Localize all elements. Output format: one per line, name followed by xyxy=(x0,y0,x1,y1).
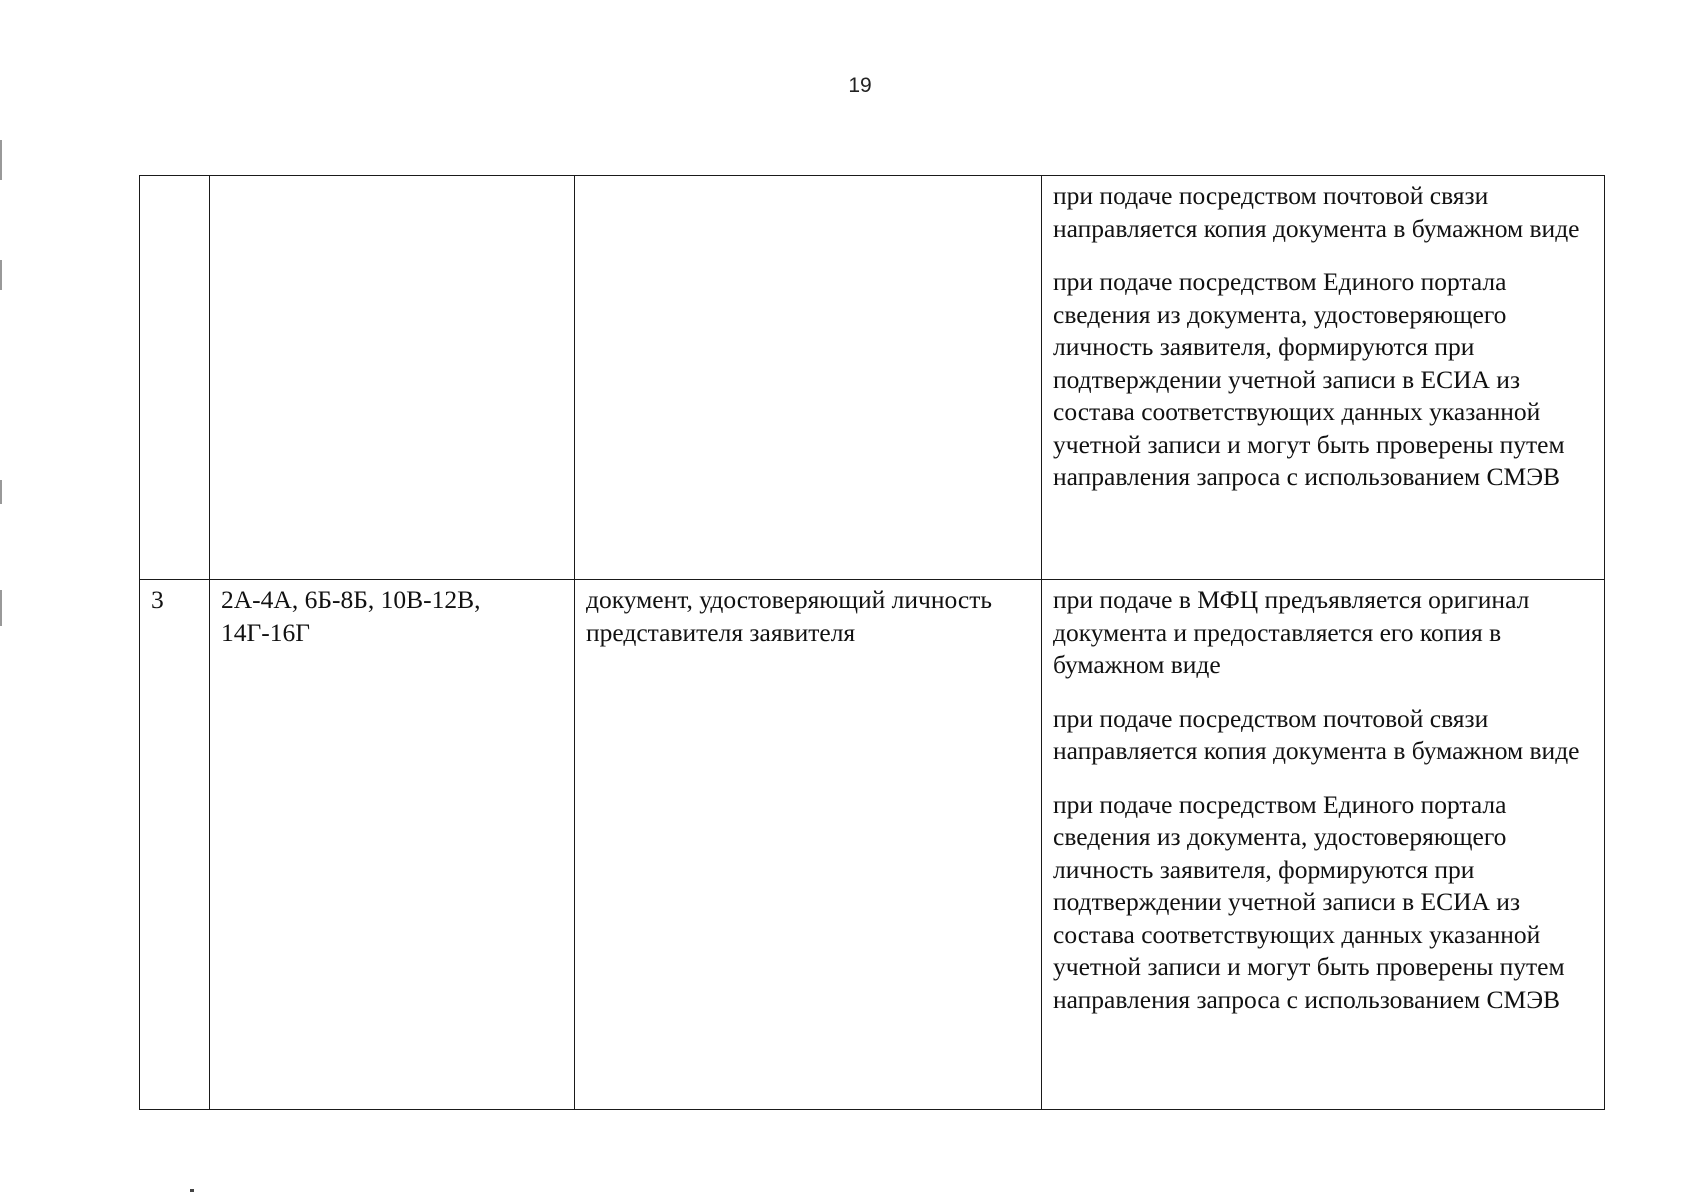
scan-tick xyxy=(190,1189,194,1192)
row-number-cell xyxy=(140,176,210,580)
submission-methods-cell xyxy=(1042,580,1605,1110)
document-name-cell: документ, удостоверяющий личность представителя заявителя xyxy=(575,580,1042,1110)
submission-method-text: при подаче посредством почтовой связи направляется копия документа в бумажном виде xyxy=(1053,703,1580,765)
table-row xyxy=(140,580,1605,1110)
document-name-cell xyxy=(575,176,1042,580)
scan-mark xyxy=(0,140,2,180)
page-number: 19 xyxy=(848,74,872,97)
submission-method-text: при подаче посредством Единого портала сведения из документа, удостоверяющего личность заявителя, формируются при подтверждении учетной записи в ЕСИА из состава соответствующих данных указанной учетной записи и могут быть проверены путем направления запроса с использованием СМЭВ xyxy=(1053,789,1565,1014)
submission-methods-cell xyxy=(1042,176,1605,580)
row-number-cell: 3 xyxy=(140,580,210,1110)
submission-method-text: при подаче в МФЦ предъявляется оригинал документа и предоставляется его копия в бумажном виде xyxy=(1053,585,1530,679)
scan-mark xyxy=(0,260,2,290)
submission-method-text: при подаче посредством Единого портала сведения из документа, удостоверяющего личность заявителя, формируются при подтверждении учетной записи в ЕСИА из состава соответствующих данных указанной учетной записи и могут быть проверены путем направления запроса с использованием СМЭВ xyxy=(1053,267,1565,491)
category-codes-cell xyxy=(210,176,575,580)
category-codes-cell: 2А-4А, 6Б-8Б, 10В-12В, 14Г-16Г xyxy=(210,580,575,1110)
scan-mark xyxy=(0,480,2,504)
submission-method-text: при подаче посредством почтовой связи направляется копия документа в бумажном виде xyxy=(1053,181,1580,243)
scan-mark xyxy=(0,590,2,626)
table-row xyxy=(140,176,1605,580)
documents-table xyxy=(139,175,1605,1110)
